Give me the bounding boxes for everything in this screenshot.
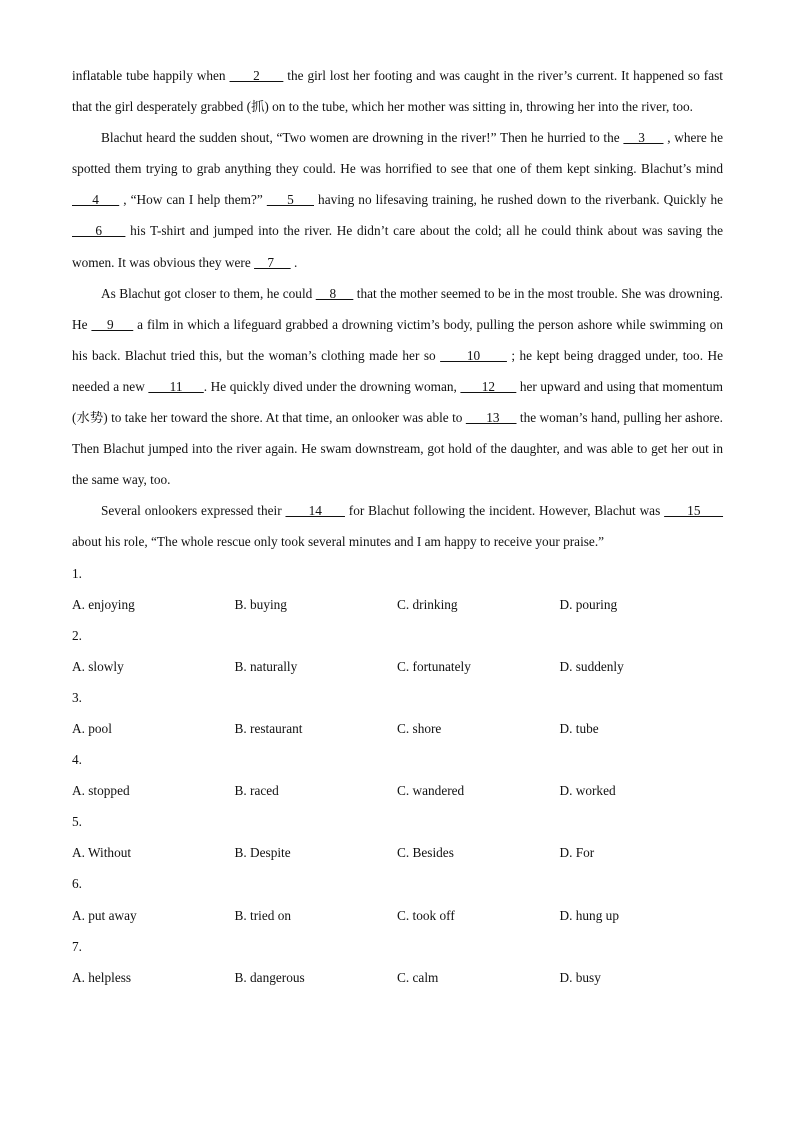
question-7	[72, 931, 723, 993]
option-c[interactable]: C. Besides	[397, 845, 454, 861]
question-number: 6.	[72, 876, 82, 892]
text: her upward and using that momentum (水势) to take her toward the shore. At that time, an onlooker was able to	[72, 378, 723, 426]
text: for Blachut following the incident. However, Blachut was	[344, 503, 665, 519]
text: , where he spotted them trying to grab anything they could. He was horrified to see that one of them kept sinking. Blachut’s mind	[72, 130, 723, 177]
option-row	[72, 651, 723, 682]
option-d[interactable]: D. worked	[559, 783, 616, 799]
question-list	[72, 558, 723, 993]
option-b[interactable]: B. dangerous	[234, 969, 305, 985]
text: his T-shirt and jumped into the river. He didn’t care about the cold; all he could think about was saving the women. It was obvious they were	[72, 223, 723, 270]
blank-3: 3	[623, 130, 664, 146]
blank-7: 7	[254, 254, 291, 270]
blank-12: 12	[460, 378, 517, 394]
option-row	[72, 837, 723, 868]
blank-10: 10	[440, 347, 507, 363]
text: inflatable tube happily when	[72, 68, 230, 83]
option-c[interactable]: C. took off	[397, 907, 455, 923]
option-b[interactable]: B. raced	[234, 783, 279, 799]
blank-6: 6	[72, 223, 126, 239]
text: , “How can I help them?”	[119, 192, 267, 208]
question-number: 5.	[72, 814, 82, 830]
option-row	[72, 775, 723, 806]
option-a[interactable]: A. enjoying	[72, 596, 135, 612]
blank-15: 15	[664, 503, 724, 519]
option-b[interactable]: B. Despite	[234, 845, 291, 861]
blank-8: 8	[315, 285, 354, 301]
question-number: 2.	[72, 627, 82, 643]
option-c[interactable]: C. shore	[397, 720, 442, 736]
option-c[interactable]: C. calm	[397, 969, 439, 985]
question-5	[72, 806, 723, 868]
question-number: 4.	[72, 752, 82, 768]
option-c[interactable]: C. drinking	[397, 596, 458, 612]
paragraph-3	[72, 278, 723, 496]
text: As Blachut got closer to them, he could	[101, 285, 316, 301]
document-page	[72, 0, 723, 993]
option-b[interactable]: B. buying	[234, 596, 287, 612]
blank-9: 9	[91, 316, 134, 332]
text: that the mother seemed to be in the most trouble. She was drowning. He	[72, 285, 723, 332]
text: the woman’s hand, pulling her ashore. Then Blachut jumped into the river again. He swam downstream, got hold of the daughter, and was able to get her out in the same way, too.	[72, 410, 723, 488]
option-d[interactable]: D. pouring	[559, 596, 618, 612]
text: a film in which a lifeguard grabbed a drowning victim’s body, pulling the person ashore while swimming on his back. Blachut tried this, but the woman’s clothing made her so	[72, 316, 723, 363]
question-number: 7.	[72, 938, 82, 954]
option-a[interactable]: A. pool	[72, 720, 112, 736]
option-a[interactable]: A. slowly	[72, 658, 124, 674]
paragraph-4	[72, 495, 723, 557]
text: Several onlookers expressed their	[101, 503, 286, 519]
option-b[interactable]: B. tried on	[234, 907, 292, 923]
text: Blachut heard the sudden shout, “Two women are drowning in the river!” Then he hurried to the	[101, 130, 624, 146]
option-a[interactable]: A. Without	[72, 845, 132, 861]
option-row	[72, 713, 723, 744]
option-d[interactable]: D. tube	[559, 720, 599, 736]
option-d[interactable]: D. hung up	[559, 907, 619, 923]
text: ; he kept being dragged under, too. He needed a new	[72, 347, 723, 394]
question-number: 3.	[72, 689, 82, 705]
question-1	[72, 558, 723, 620]
blank-14: 14	[285, 503, 345, 519]
option-c[interactable]: C. wandered	[397, 783, 465, 799]
blank-5: 5	[266, 192, 314, 208]
blank-4: 4	[72, 192, 120, 208]
option-a[interactable]: A. put away	[72, 907, 137, 923]
question-4	[72, 744, 723, 806]
option-d[interactable]: D. For	[559, 845, 595, 861]
option-row	[72, 589, 723, 620]
text: having no lifesaving training, he rushed down to the riverbank. Quickly he	[314, 192, 724, 208]
blank-11: 11	[148, 378, 204, 394]
text: .	[290, 254, 298, 270]
text: the girl lost her footing and was caught in the river’s current. It happened so fast that the girl desperately grabbed (抓) on to the tube, which her mother was sitting in, throwing her into the river, too.	[72, 68, 723, 115]
option-c[interactable]: C. fortunately	[397, 658, 471, 674]
text: about his role, “The whole rescue only took several minutes and I am happy to receive your praise.”	[72, 534, 605, 550]
question-number: 1.	[72, 565, 82, 581]
option-d[interactable]: D. busy	[559, 969, 601, 985]
option-a[interactable]: A. stopped	[72, 783, 130, 799]
option-b[interactable]: B. restaurant	[234, 720, 303, 736]
question-6	[72, 868, 723, 930]
option-d[interactable]: D. suddenly	[559, 658, 624, 674]
question-3	[72, 682, 723, 744]
paragraph-2	[72, 122, 723, 277]
paragraph-1	[72, 60, 723, 122]
option-a[interactable]: A. helpless	[72, 969, 132, 985]
blank-13: 13	[465, 410, 517, 426]
text: . He quickly dived under the drowning woman,	[203, 378, 461, 394]
option-row	[72, 900, 723, 931]
option-b[interactable]: B. naturally	[234, 658, 298, 674]
question-2	[72, 620, 723, 682]
blank-2: 2	[229, 68, 284, 83]
option-row	[72, 962, 723, 993]
